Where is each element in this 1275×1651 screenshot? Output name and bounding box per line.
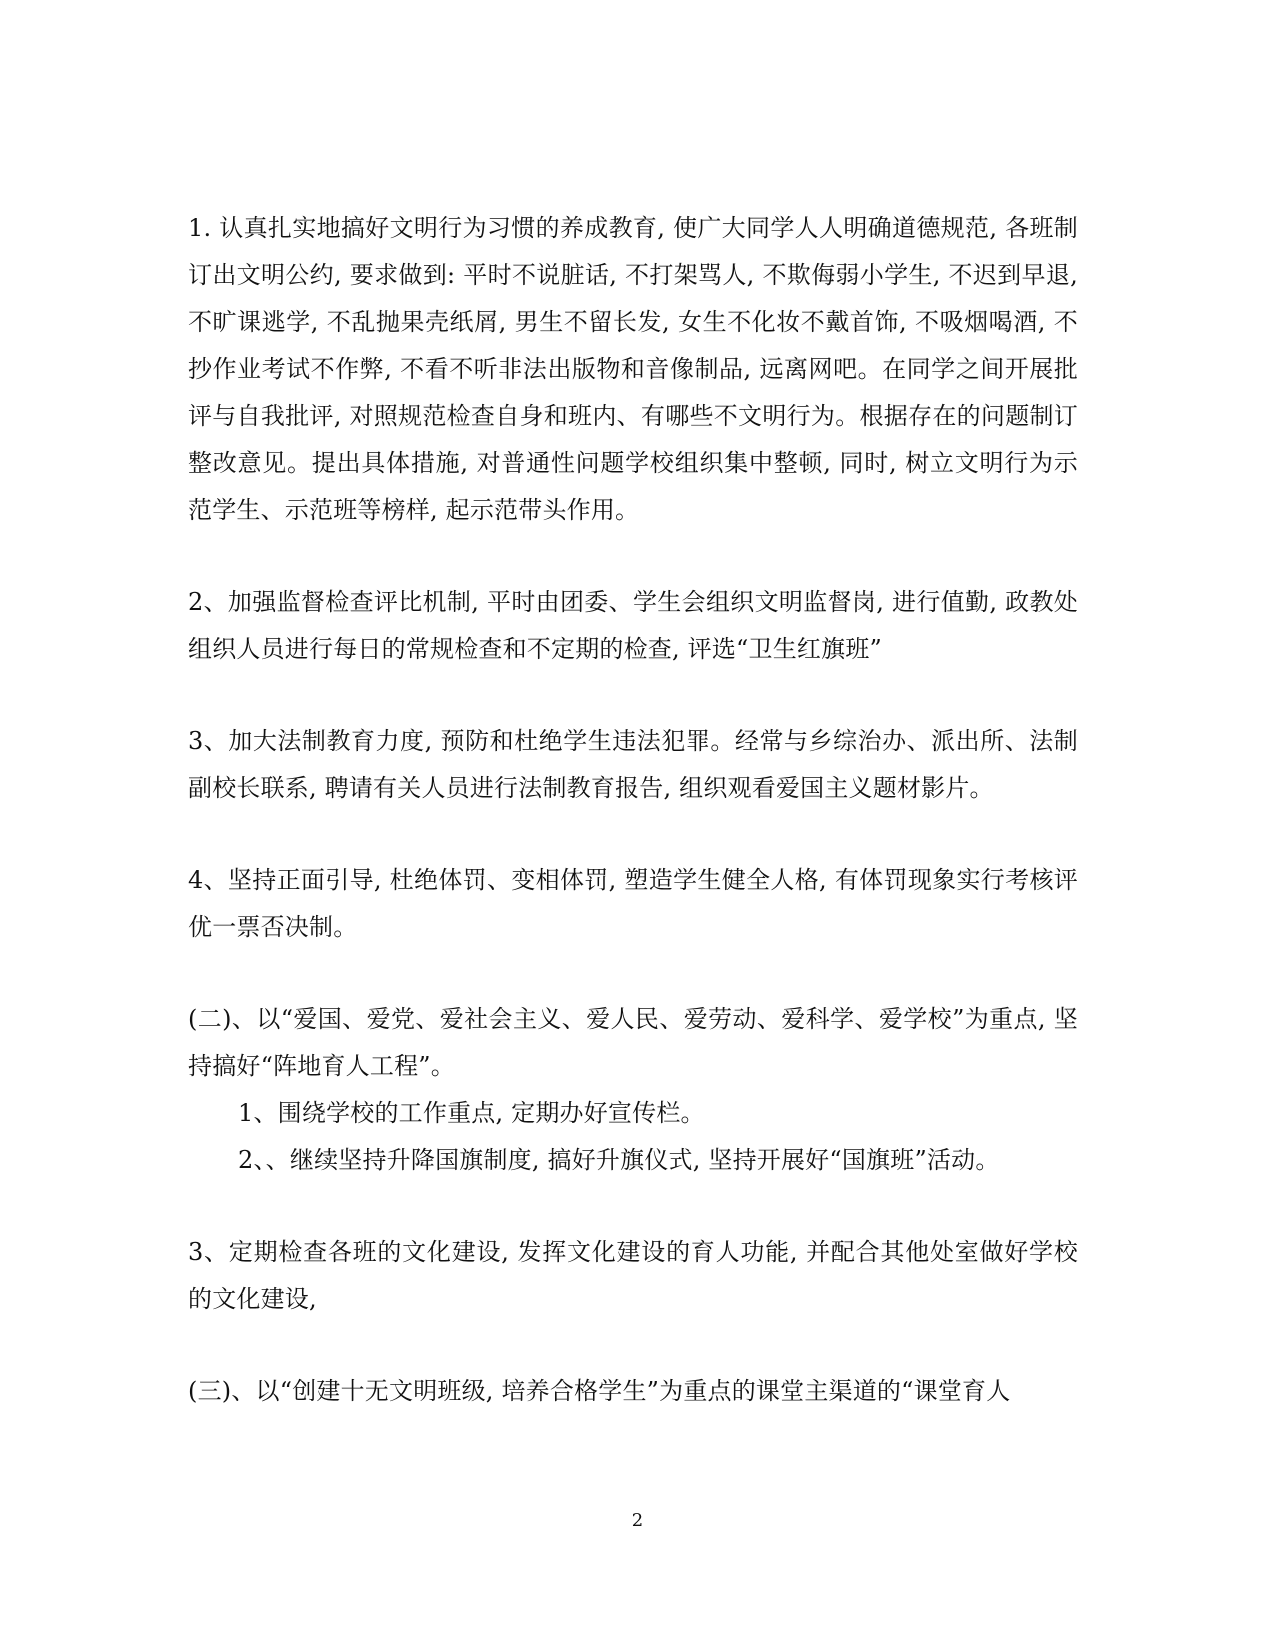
paragraph-1: 1. 认真扎实地搞好文明行为习惯的养成教育, 使广大同学人人明确道德规范, 各班制订出文明公约, 要求做到: 平时不说脏话, 不打架骂人, 不欺侮弱小学生, 不迟到早退, 不旷课逃学, 不乱抛果壳纸屑, 男生不留长发, 女生不化妆不戴首饰, 不吸烟喝酒, 不抄作业考试不作弊, 不看不听非法出版物和音像制品, 远离网吧。在同学之间开展批评与自我批评, 对照规范检查自身和班内、有哪些不文明行为。根据存在的问题制订整改意见。提出具体措施, 对普通性问题学校组织集中整顿, 同时, 树立文明行为示范学生、示范班等榜样, 起示范带头作用。 — [188, 214, 1078, 524]
paragraph-7: 2、、继续坚持升降国旗制度, 搞好升旗仪式, 坚持开展好“国旗班”活动。 — [238, 1146, 1000, 1174]
paragraph-6: 1、围绕学校的工作重点, 定期办好宣传栏。 — [238, 1099, 705, 1127]
page-number: 2 — [631, 1510, 644, 1531]
paragraph-9: (三)、以“创建十无文明班级, 培养合格学生”为重点的课堂主渠道的“课堂育人 — [188, 1377, 1011, 1405]
paragraph-4: 4、坚持正面引导, 杜绝体罚、变相体罚, 塑造学生健全人格, 有体罚现象实行考核评优一票否决制。 — [188, 866, 1078, 941]
paragraph-2: 2、加强监督检查评比机制, 平时由团委、学生会组织文明监督岗, 进行值勤, 政教处组织人员进行每日的常规检查和不定期的检查, 评选“卫生红旗班” — [188, 588, 1078, 663]
paragraph-8: 3、定期检查各班的文化建设, 发挥文化建设的育人功能, 并配合其他处室做好学校的文化建设, — [188, 1238, 1078, 1313]
document-body — [188, 205, 1078, 1460]
paragraph-5: (二)、以“爱国、爱党、爱社会主义、爱人民、爱劳动、爱科学、爱学校”为重点, 坚持搞好“阵地育人工程”。 — [188, 1005, 1078, 1080]
paragraph-3: 3、加大法制教育力度, 预防和杜绝学生违法犯罪。经常与乡综治办、派出所、法制副校长联系, 聘请有关人员进行法制教育报告, 组织观看爱国主义题材影片。 — [188, 727, 1078, 802]
